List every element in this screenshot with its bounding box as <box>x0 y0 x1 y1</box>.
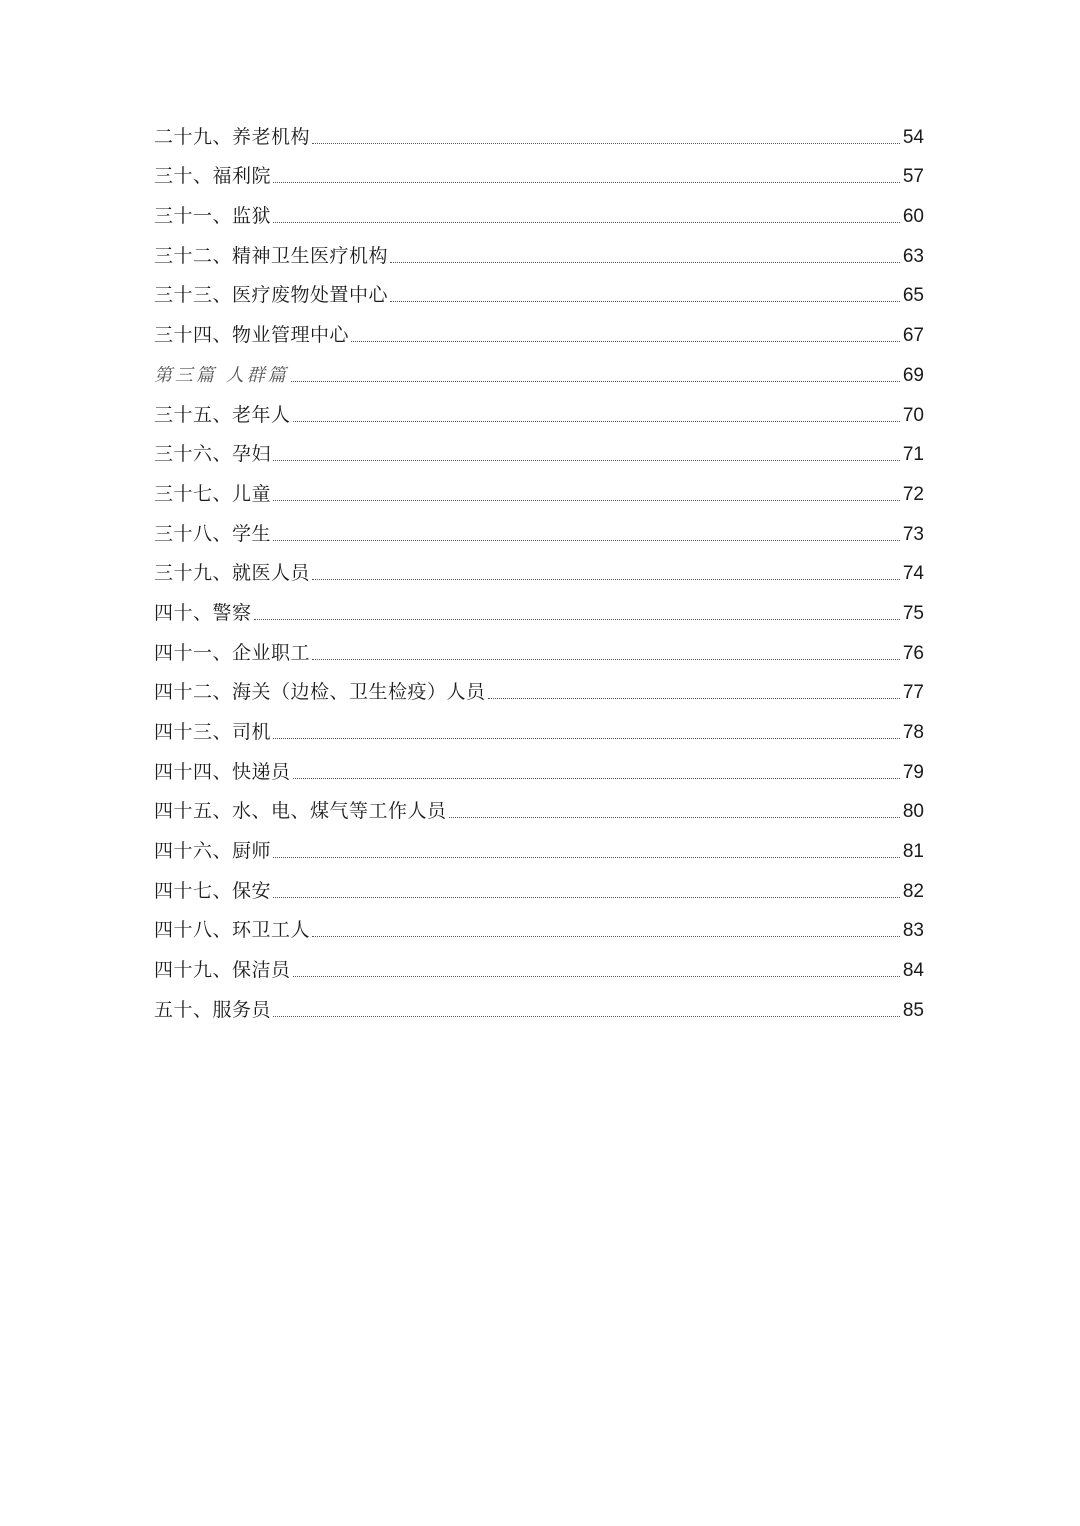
dot-leader <box>293 778 900 779</box>
toc-entry-title: 四十三、司机 <box>154 721 272 743</box>
toc-entry-title: 三十四、物业管理中心 <box>154 324 350 347</box>
toc-entry-page: 73 <box>902 523 924 545</box>
table-of-contents <box>154 116 924 1029</box>
dot-leader <box>273 222 900 223</box>
toc-section-entry[interactable] <box>154 354 924 394</box>
toc-entry-page: 69 <box>902 364 924 386</box>
toc-entry[interactable] <box>154 275 924 315</box>
toc-entry-page: 75 <box>902 602 924 624</box>
dot-leader <box>488 698 900 699</box>
toc-entry-title: 四十六、厨师 <box>154 840 272 863</box>
toc-entry[interactable] <box>154 672 924 712</box>
toc-entry-page: 76 <box>902 642 924 664</box>
toc-entry-title: 三十六、孕妇 <box>154 443 272 466</box>
toc-entry[interactable] <box>154 116 924 156</box>
dot-leader <box>254 619 900 620</box>
dot-leader <box>312 936 900 937</box>
toc-entry[interactable] <box>154 989 924 1029</box>
toc-entry-page: 79 <box>902 761 924 783</box>
toc-entry-title: 三十五、老年人 <box>154 403 291 426</box>
toc-entry[interactable] <box>154 711 924 751</box>
toc-entry-title: 四十八、环卫工人 <box>154 919 311 942</box>
dot-leader <box>273 500 900 501</box>
toc-entry-page: 71 <box>902 444 924 466</box>
toc-entry-title: 三十三、医疗废物处置中心 <box>154 284 389 307</box>
toc-entry[interactable] <box>154 632 924 672</box>
dot-leader <box>273 897 900 898</box>
dot-leader <box>273 460 900 461</box>
dot-leader <box>273 182 900 183</box>
toc-entry-page: 85 <box>902 999 924 1021</box>
dot-leader <box>390 301 900 302</box>
toc-entry[interactable] <box>154 513 924 553</box>
toc-entry-title: 四十二、海关（边检、卫生检疫）人员 <box>154 681 486 704</box>
toc-entry-page: 70 <box>902 404 924 426</box>
toc-entry[interactable] <box>154 473 924 513</box>
toc-entry-title: 三十二、精神卫生医疗机构 <box>154 244 389 267</box>
dot-leader <box>293 976 900 977</box>
toc-entry[interactable] <box>154 156 924 196</box>
toc-entry[interactable] <box>154 235 924 275</box>
toc-entry[interactable] <box>154 910 924 950</box>
toc-entry-page: 84 <box>902 960 924 982</box>
toc-entry[interactable] <box>154 870 924 910</box>
toc-entry[interactable] <box>154 553 924 593</box>
toc-entry-title: 三十九、就医人员 <box>154 562 311 585</box>
toc-entry[interactable] <box>154 751 924 791</box>
dot-leader <box>273 738 900 739</box>
toc-entry-title: 四十四、快递员 <box>154 760 291 783</box>
toc-entry-page: 81 <box>902 841 924 863</box>
dot-leader <box>312 143 900 144</box>
toc-entry[interactable] <box>154 830 924 870</box>
dot-leader <box>312 659 900 660</box>
toc-entry-page: 57 <box>902 166 924 188</box>
dot-leader <box>449 817 900 818</box>
toc-entry[interactable] <box>154 434 924 474</box>
toc-entry-page: 65 <box>902 285 924 307</box>
toc-entry-title: 四十七、保安 <box>154 879 272 902</box>
dot-leader <box>351 341 900 342</box>
toc-entry[interactable] <box>154 949 924 989</box>
toc-entry[interactable] <box>154 195 924 235</box>
toc-entry[interactable] <box>154 314 924 354</box>
toc-entry-page: 72 <box>902 483 924 505</box>
toc-entry-title: 三十八、学生 <box>154 522 272 545</box>
toc-entry[interactable] <box>154 791 924 831</box>
toc-entry-page: 78 <box>902 722 924 743</box>
toc-entry-title: 四十、警察 <box>154 601 252 624</box>
toc-entry-title: 四十九、保洁员 <box>154 959 291 982</box>
dot-leader <box>293 421 900 422</box>
toc-entry-title: 五十、服务员 <box>154 998 272 1021</box>
toc-entry-title: 三十七、儿童 <box>154 482 272 505</box>
toc-entry[interactable] <box>154 394 924 434</box>
toc-entry-page: 60 <box>902 206 924 228</box>
toc-entry-page: 80 <box>902 801 924 823</box>
toc-entry-page: 67 <box>902 325 924 347</box>
toc-entry-page: 82 <box>902 880 924 902</box>
dot-leader <box>273 857 900 858</box>
dot-leader <box>291 381 900 382</box>
toc-entry-page: 74 <box>902 563 924 585</box>
toc-entry-title: 四十一、企业职工 <box>154 641 311 664</box>
toc-entry[interactable] <box>154 592 924 632</box>
toc-entry-page: 77 <box>902 682 924 704</box>
dot-leader <box>273 1016 900 1017</box>
toc-entry-title: 三十、福利院 <box>154 165 272 188</box>
toc-entry-page: 83 <box>902 920 924 942</box>
dot-leader <box>312 579 900 580</box>
dot-leader <box>273 540 900 541</box>
toc-entry-page: 63 <box>902 245 924 267</box>
toc-entry-title: 四十五、水、电、煤气等工作人员 <box>154 800 447 823</box>
toc-entry-page: 54 <box>902 126 924 148</box>
toc-section-title: 第三篇 人群篇 <box>154 364 289 386</box>
toc-entry-title: 二十九、养老机构 <box>154 125 311 148</box>
toc-entry-title: 三十一、监狱 <box>154 205 272 228</box>
dot-leader <box>390 262 900 263</box>
